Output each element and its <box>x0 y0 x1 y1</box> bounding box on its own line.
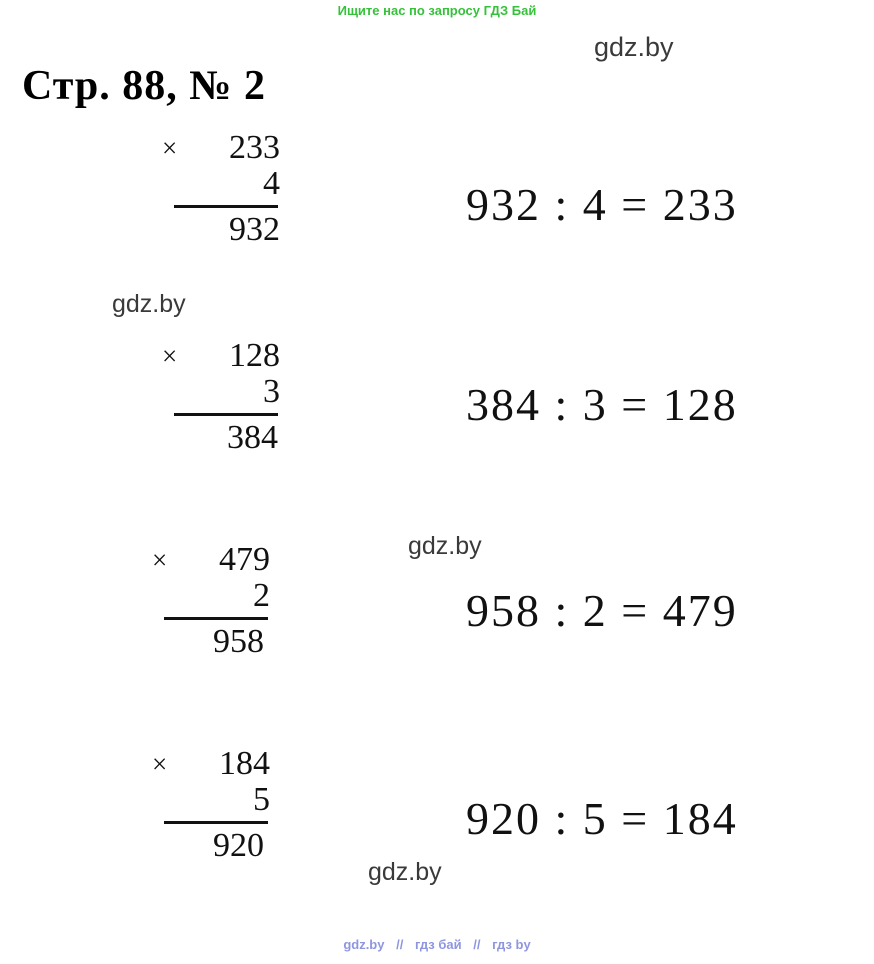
watermark-gdz-2: gdz.by <box>112 290 186 318</box>
product: 932 <box>229 211 280 249</box>
footer-link-gdz-bai[interactable]: гдз бай <box>414 937 462 952</box>
footer <box>0 937 874 952</box>
multiplier: 4 <box>263 165 280 203</box>
multiply-sign-icon: × <box>162 341 178 371</box>
horizontal-rule <box>174 413 278 416</box>
multiplicand: 233 <box>229 129 280 166</box>
multiplier-row <box>168 374 280 410</box>
multiplier: 3 <box>263 373 280 411</box>
column-multiplication-1 <box>162 129 280 249</box>
multiplier-row <box>158 782 270 818</box>
product: 384 <box>227 419 278 457</box>
multiplier: 2 <box>253 577 270 615</box>
multiply-sign-icon: × <box>152 545 168 575</box>
watermark-gdz-1: gdz.by <box>594 32 674 62</box>
footer-link-gdz-by[interactable]: gdz.by <box>343 937 385 952</box>
column-multiplication-2 <box>162 337 280 457</box>
watermark-gdz-4: gdz.by <box>368 858 442 886</box>
multiply-sign-icon: × <box>162 133 178 163</box>
multiplicand-row <box>152 745 270 782</box>
footer-separator-1: // <box>396 937 404 952</box>
multiplicand-row <box>162 337 280 374</box>
multiplicand: 128 <box>229 337 280 374</box>
multiplicand: 184 <box>219 745 270 782</box>
multiplier-row <box>158 578 270 614</box>
horizontal-rule <box>164 617 268 620</box>
division-expression-3: 958 : 2 = 479 <box>466 585 738 636</box>
column-multiplication-4 <box>152 745 270 865</box>
horizontal-rule <box>164 821 268 824</box>
multiplier: 5 <box>253 781 270 819</box>
column-multiplication-3 <box>152 541 270 661</box>
page-title: Стр. 88, № 2 <box>22 63 266 109</box>
multiplier-row <box>168 166 280 202</box>
product: 920 <box>213 827 264 865</box>
multiplicand: 479 <box>219 541 270 578</box>
multiplicand-row <box>162 129 280 166</box>
site-promo-banner: Ищите нас по запросу ГДЗ Бай <box>337 3 537 18</box>
multiply-sign-icon: × <box>152 749 168 779</box>
multiplicand-row <box>152 541 270 578</box>
horizontal-rule <box>174 205 278 208</box>
footer-link-gdz-by-alt[interactable]: гдз by <box>492 937 531 952</box>
watermark-gdz-3: gdz.by <box>408 532 482 560</box>
division-expression-2: 384 : 3 = 128 <box>466 379 738 430</box>
division-expression-1: 932 : 4 = 233 <box>466 179 738 230</box>
division-expression-4: 920 : 5 = 184 <box>466 793 738 844</box>
product: 958 <box>213 623 264 661</box>
footer-separator-2: // <box>473 937 481 952</box>
